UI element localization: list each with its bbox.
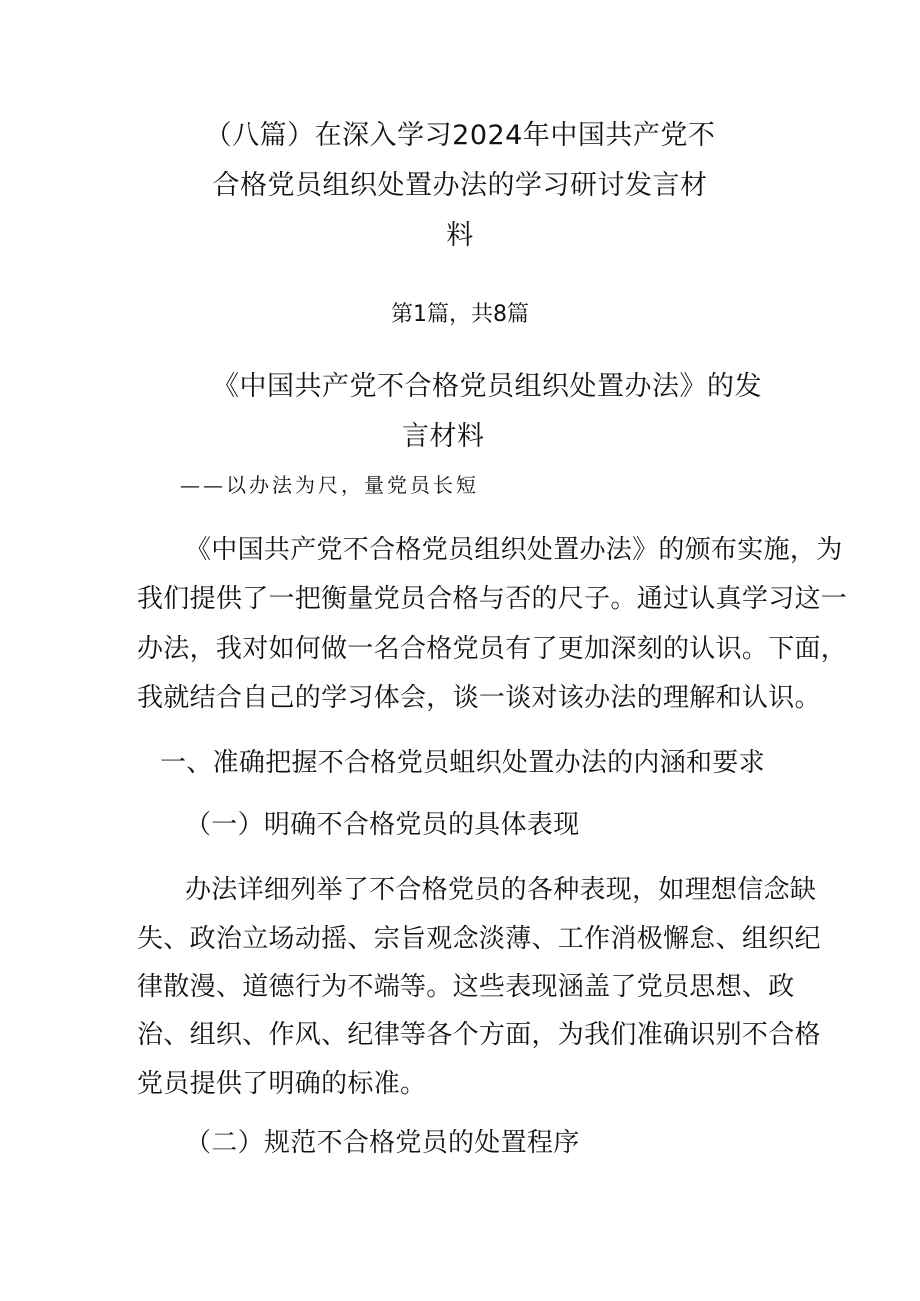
motto: ——以办法为尺，量党员长短	[180, 473, 479, 497]
subsection-1-heading: （一）明确不合格党员的具体表现	[185, 810, 580, 840]
intro-line-4: 我就结合自己的学习体会，谈一谈对该办法的理解和认识。	[137, 683, 821, 713]
document-title-line-1: （八篇）在深入学习2024年中国共产党不	[204, 120, 716, 151]
subsection-1-line-5: 党员提供了明确的标准。	[137, 1069, 427, 1099]
subsection-1-line-2: 失、政治立场动摇、宗旨观念淡薄、工作消极懈怠、组织纪	[137, 924, 821, 954]
section-1-heading: 一、准确把握不合格党员蛆织处置办法的内涵和要求	[160, 748, 765, 778]
article-title-line-1: 《中国共产党不合格党员组织处置办法》的发	[212, 371, 762, 402]
part-label: 第1篇，共8篇	[391, 302, 529, 327]
intro-line-3: 办法，我对如何做一名合格党员有了更加深刻的认识。下面，	[137, 634, 848, 664]
intro-line-1: 《中国共产党不合格党员组织处置办法》的颁布实施，为	[185, 535, 843, 565]
document-title-line-3: 料	[446, 220, 474, 251]
document-title-line-2: 合格党员组织处置办法的学习研讨发言材	[212, 170, 708, 201]
subsection-2-heading: （二）规范不合格党员的处置程序	[185, 1128, 580, 1158]
subsection-1-line-3: 律散漫、道德行为不端等。这些表现涵盖了党员思想、政	[137, 972, 795, 1002]
intro-line-2: 我们提供了一把衡量党员合格与否的尺子。通过认真学习这一	[137, 584, 848, 614]
subsection-1-line-4: 治、组织、作风、纪律等各个方面，为我们准确识别不合格	[137, 1020, 821, 1050]
subsection-1-line-1: 办法详细列举了不合格党员的各种表现，如理想信念缺	[185, 875, 817, 905]
article-title-line-2: 言材料	[402, 421, 485, 452]
